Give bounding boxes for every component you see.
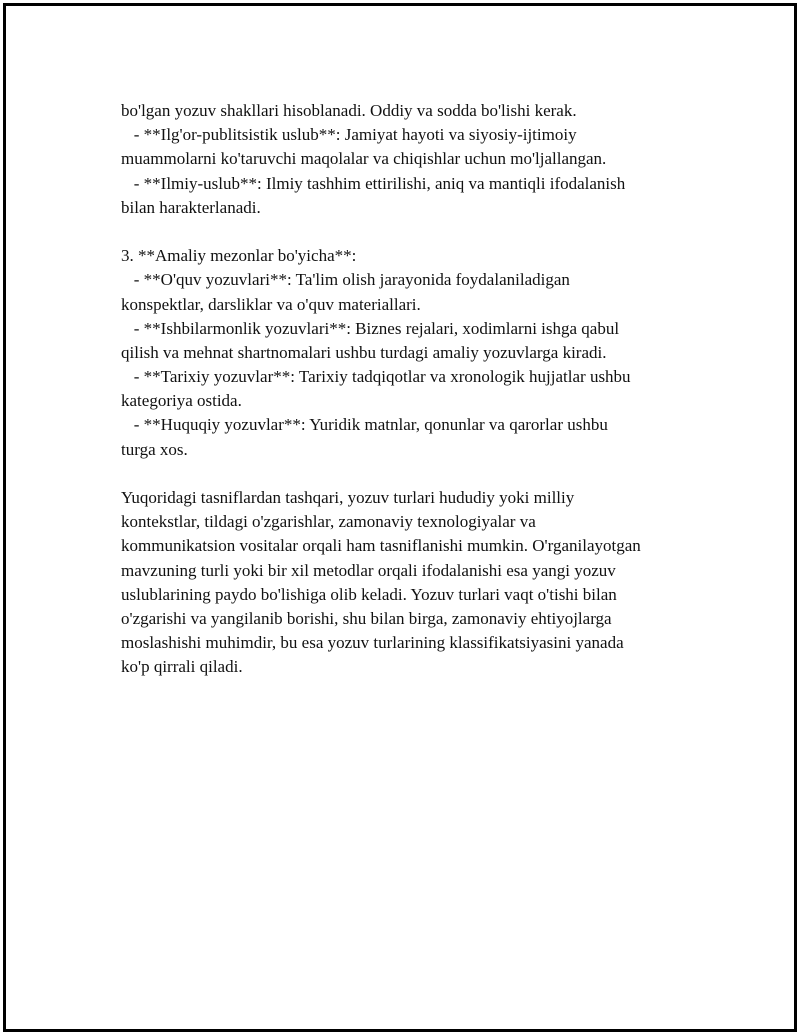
text-line: bilan harakterlanadi. xyxy=(121,197,261,217)
list-item-historical: - **Tarixiy yozuvlar**: Tarixiy tadqiqotlar va xronologik hujjatlar ushbu xyxy=(121,367,631,387)
section-practical-criteria xyxy=(121,244,721,462)
text-line: uslublarining paydo bo'lishiga olib keladi. Yozuv turlari vaqt o'tishi bilan xyxy=(121,584,617,604)
document-body xyxy=(121,99,721,680)
text-line: moslashishi muhimdir, bu esa yozuv turlarining klassifikatsiyasini yanada xyxy=(121,633,624,653)
list-item-publicist-style: - **Ilg'or-publitsistik uslub**: Jamiyat hayoti va siyosiy-ijtimoiy xyxy=(121,125,577,145)
list-item-scientific-style: - **Ilmiy-uslub**: Ilmiy tashhim ettirilishi, aniq va mantiqli ifodalanish xyxy=(121,173,626,193)
text-line: ko'p qirrali qiladi. xyxy=(121,657,243,677)
text-line: turga xos. xyxy=(121,439,188,459)
list-item-educational: - **O'quv yozuvlari**: Ta'lim olish jarayonida foydalaniladigan xyxy=(121,270,570,290)
list-item-legal: - **Huquqiy yozuvlar**: Yuridik matnlar, qonunlar va qarorlar ushbu xyxy=(121,415,608,435)
text-line: konspektlar, darsliklar va o'quv materiallari. xyxy=(121,294,421,314)
paragraph-spacer xyxy=(121,220,721,244)
text-line: kontekstlar, tildagi o'zgarishlar, zamonaviy texnologiyalar va xyxy=(121,512,536,532)
section-heading: 3. **Amaliy mezonlar bo'yicha**: xyxy=(121,246,357,266)
paragraph-spacer xyxy=(121,462,721,486)
text-line: Yuqoridagi tasniflardan tashqari, yozuv turlari hududiy yoki milliy xyxy=(121,488,575,507)
list-item-business: - **Ishbilarmonlik yozuvlari**: Biznes rejalari, xodimlarni ishga qabul xyxy=(121,318,620,338)
text-line: bo'lgan yozuv shakllari hisoblanadi. Oddiy va sodda bo'lishi kerak. xyxy=(121,101,577,120)
document-page xyxy=(3,3,797,1032)
text-line: kommunikatsion vositalar orqali ham tasniflanishi mumkin. O'rganilayotgan xyxy=(121,536,641,556)
text-line: kategoriya ostida. xyxy=(121,391,242,411)
text-line: qilish va mehnat shartnomalari ushbu turdagi amaliy yozuvlarga kiradi. xyxy=(121,342,607,362)
paragraph-conclusion xyxy=(121,486,721,680)
text-line: muammolarni ko'taruvchi maqolalar va chiqishlar uchun mo'ljallangan. xyxy=(121,149,607,169)
paragraph-writing-styles xyxy=(121,99,721,220)
text-line: mavzuning turli yoki bir xil metodlar orqali ifodalanishi esa yangi yozuv xyxy=(121,560,616,580)
text-line: o'zgarishi va yangilanib borishi, shu bilan birga, zamonaviy ehtiyojlarga xyxy=(121,608,612,628)
